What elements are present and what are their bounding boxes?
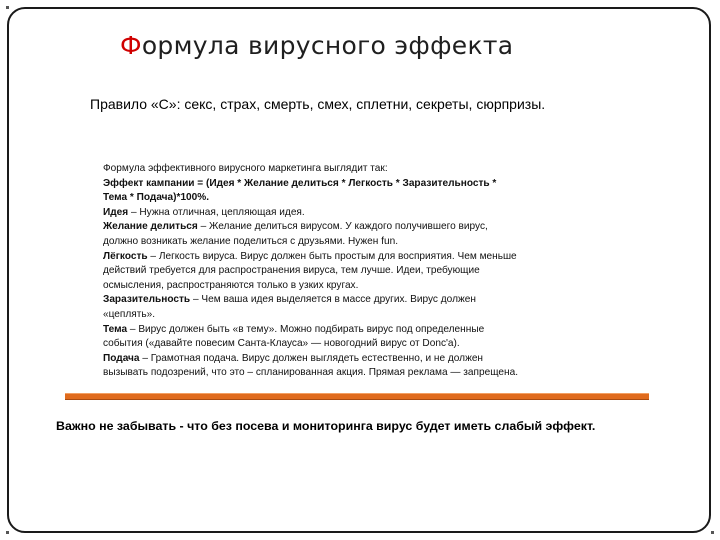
idea-text: – Нужна отличная, цепляющая идея.	[128, 206, 305, 218]
page-title	[120, 31, 513, 60]
contag-line	[103, 293, 603, 308]
title-rest: ормула вирусного эффекта	[141, 31, 514, 60]
share-text: – Желание делиться вирусом. У каждого получившего вирус,	[197, 221, 488, 233]
formula-line-1	[103, 177, 603, 192]
share-line-2: должно возникать желание поделиться с друзьями. Нужен fun.	[103, 235, 398, 247]
idea-line	[103, 206, 603, 221]
footer-note: Важно не забывать - что без посева и мониторинга вирус будет иметь слабый эффект.	[56, 419, 596, 433]
delivery-line-2: вызывать подозрений, что это – спланированная акция. Прямая реклама — запрещена.	[103, 367, 519, 379]
corner-mark-top-left	[6, 6, 9, 9]
formula-line-2	[103, 191, 603, 206]
intro-line: Формула эффективного вирусного маркетинга выглядит так:	[103, 163, 388, 174]
theme-line-2: события («давайте повесим Санта-Клауса» — новогодний вирус от Donc'a).	[103, 338, 460, 350]
ease-term: Лёгкость	[103, 250, 148, 262]
formula-line-2-text: Тема * Подача)*100%.	[103, 192, 210, 204]
delivery-text: – Грамотная подача. Вирус должен выглядеть естественно, и не должен	[139, 352, 484, 364]
rule-c-line: Правило «С»: секс, страх, смерть, смех, сплетни, секреты, сюрпризы.	[90, 96, 546, 112]
ease-line-2: действий требуется для распространения вируса, тем лучше. Идеи, требующие	[103, 265, 480, 277]
delivery-term: Подача	[103, 352, 140, 364]
corner-mark-bottom-right	[711, 531, 714, 534]
theme-text: – Вирус должен быть «в тему». Можно подбирать вирус под определенные	[127, 323, 485, 335]
ease-text: – Легкость вируса. Вирус должен быть простым для восприятия. Чем меньше	[147, 250, 517, 262]
idea-term: Идея	[103, 206, 129, 218]
theme-line	[103, 323, 603, 338]
contag-line-2: «цеплять».	[103, 308, 156, 320]
title-first-letter: Ф	[120, 31, 142, 60]
share-term: Желание делиться	[103, 221, 198, 233]
contag-term: Заразительность	[103, 294, 191, 306]
ease-line-3: осмысления, распространяются только в узких кругах.	[103, 279, 359, 291]
ease-line	[103, 250, 603, 265]
theme-term: Тема	[103, 323, 128, 335]
formula-body	[103, 162, 603, 381]
orange-divider-bar	[65, 393, 649, 400]
share-line	[103, 220, 603, 235]
formula-line-1-text: Эффект кампании = (Идея * Желание делиться * Легкость * Заразительность *	[103, 177, 497, 189]
corner-mark-bottom-left	[6, 531, 9, 534]
contag-text: – Чем ваша идея выделяется в массе других. Вирус должен	[190, 294, 476, 306]
delivery-line	[103, 352, 603, 367]
